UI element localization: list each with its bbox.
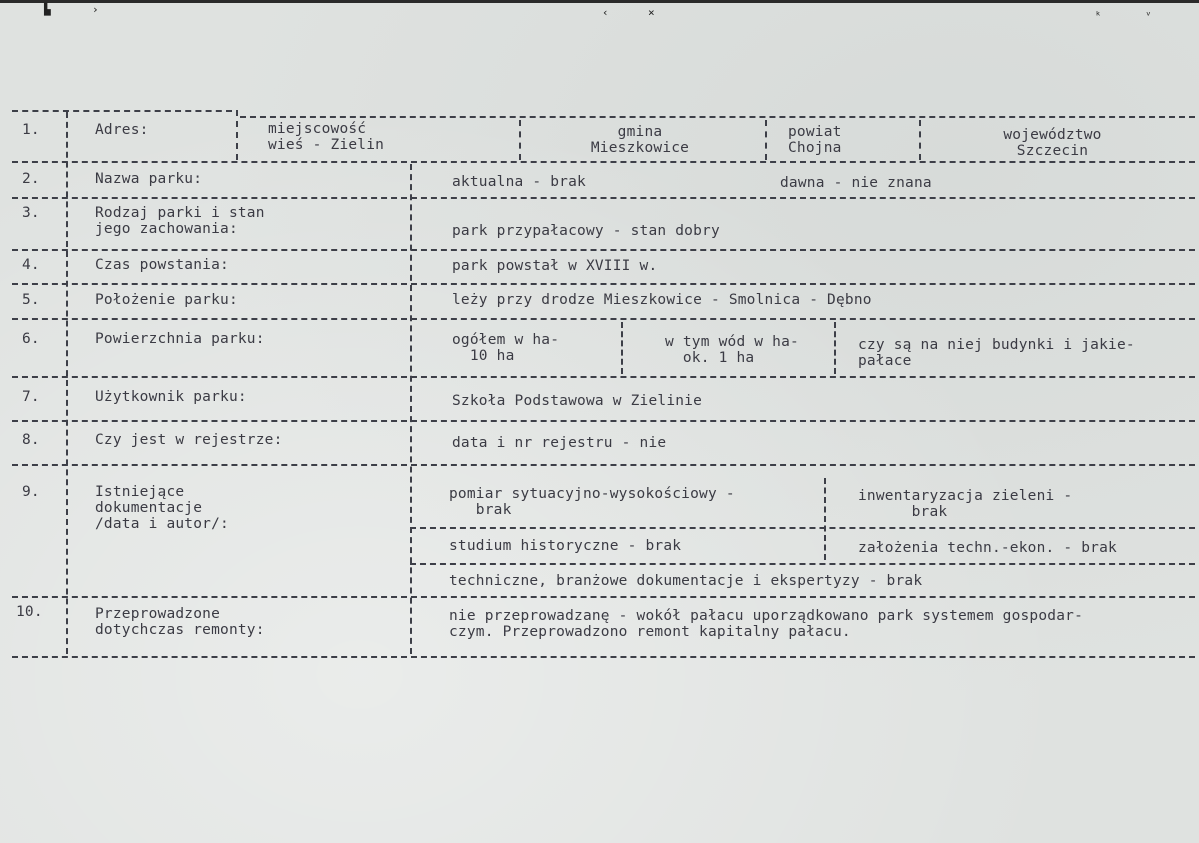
row-rule bbox=[12, 596, 1195, 598]
address-commune: gmina Mieszkowice bbox=[590, 124, 690, 156]
area-buildings: czy są na niej budynki i jakie- pałace bbox=[858, 337, 1135, 369]
row-number: 6. bbox=[22, 331, 40, 347]
row-label-repairs: Przeprowadzone dotychczas remonty: bbox=[95, 606, 265, 638]
row-label-location: Położenie parku: bbox=[95, 292, 238, 308]
column-rule bbox=[66, 112, 68, 654]
column-rule bbox=[834, 322, 836, 374]
scan-mark: ᵛ bbox=[1145, 9, 1152, 22]
row-rule bbox=[240, 116, 1195, 118]
park-type-state: park przypałacowy - stan dobry bbox=[452, 223, 720, 239]
row-rule bbox=[12, 161, 1195, 163]
row-rule bbox=[12, 656, 1195, 658]
doc-greenery: inwentaryzacja zieleni - brak bbox=[858, 488, 1073, 520]
row-number: 1. bbox=[22, 122, 40, 138]
address-voivodeship: województwo Szczecin bbox=[1003, 127, 1102, 159]
column-rule bbox=[765, 120, 767, 160]
park-user: Szkoła Podstawowa w Zielinie bbox=[452, 393, 703, 409]
column-rule bbox=[824, 478, 826, 560]
row-rule bbox=[12, 318, 1195, 320]
row-rule bbox=[410, 563, 1195, 565]
row-number: 7. bbox=[22, 389, 40, 405]
row-rule bbox=[12, 376, 1195, 378]
row-label-park-type: Rodzaj parki i stan jego zachowania: bbox=[95, 205, 265, 237]
row-rule bbox=[410, 527, 1195, 529]
repairs-text: nie przeprowadzanę - wokół pałacu uporządkowano park systemem gospodar- czym. Przeprowadzono remont kapitalny pałacu. bbox=[449, 608, 1084, 640]
scan-edge bbox=[0, 0, 1199, 3]
column-rule bbox=[236, 110, 238, 160]
park-origin: park powstał w XVIII w. bbox=[452, 258, 658, 274]
row-number: 10. bbox=[16, 604, 43, 620]
area-water: w tym wód w ha- ok. 1 ha bbox=[665, 334, 799, 366]
row-rule bbox=[12, 249, 1195, 251]
doc-technical: techniczne, branżowe dokumentacje i ekspertyzy - brak bbox=[449, 573, 923, 589]
row-number: 9. bbox=[22, 484, 40, 500]
address-district: powiat Chojna bbox=[788, 124, 842, 156]
row-rule bbox=[12, 197, 1195, 199]
row-rule bbox=[12, 110, 232, 112]
column-rule bbox=[919, 120, 921, 160]
scan-mark: ‹ bbox=[602, 6, 609, 19]
scan-mark: ▙ bbox=[44, 3, 51, 16]
doc-history: studium historyczne - brak bbox=[449, 538, 682, 554]
row-label-origin: Czas powstania: bbox=[95, 257, 229, 273]
scan-mark: ᵏ bbox=[1095, 9, 1102, 22]
row-number: 3. bbox=[22, 205, 40, 221]
row-rule bbox=[12, 464, 1195, 466]
row-rule bbox=[12, 283, 1195, 285]
column-rule bbox=[621, 322, 623, 374]
row-rule bbox=[12, 420, 1195, 422]
row-label-register: Czy jest w rejestrze: bbox=[95, 432, 283, 448]
area-total: ogółem w ha- 10 ha bbox=[452, 332, 560, 364]
column-rule bbox=[410, 164, 412, 654]
row-number: 8. bbox=[22, 432, 40, 448]
row-number: 4. bbox=[22, 257, 40, 273]
column-rule bbox=[519, 120, 521, 160]
doc-tech-econ: założenia techn.-ekon. - brak bbox=[858, 540, 1117, 556]
row-label-park-name: Nazwa parku: bbox=[95, 171, 203, 187]
row-label-area: Powierzchnia parku: bbox=[95, 331, 265, 347]
row-label-documentation: Istniejące dokumentacje /data i autor/: bbox=[95, 484, 229, 532]
park-name-current: aktualna - brak bbox=[452, 174, 586, 190]
address-locality: miejscowość wieś - Zielin bbox=[268, 121, 385, 153]
register-status: data i nr rejestru - nie bbox=[452, 435, 667, 451]
row-number: 5. bbox=[22, 292, 40, 308]
row-label-address: Adres: bbox=[95, 122, 149, 138]
scan-mark: › bbox=[92, 3, 99, 16]
row-number: 2. bbox=[22, 171, 40, 187]
park-name-former: dawna - nie znana bbox=[780, 175, 932, 191]
scan-mark: × bbox=[648, 6, 655, 19]
park-location: leży przy drodze Mieszkowice - Smolnica - Dębno bbox=[452, 292, 872, 308]
row-label-user: Użytkownik parku: bbox=[95, 389, 247, 405]
doc-survey: pomiar sytuacyjno-wysokościowy - brak bbox=[449, 486, 735, 518]
